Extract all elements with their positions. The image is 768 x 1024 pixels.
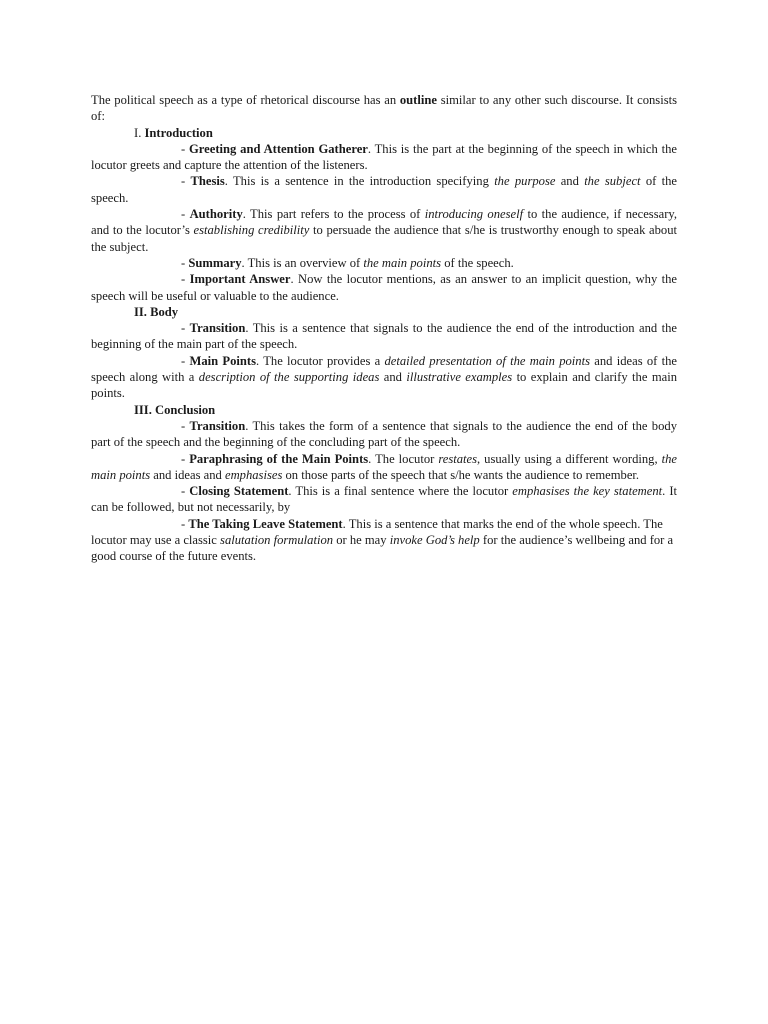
item-text: . This part refers to the process of — [242, 207, 425, 222]
section-title: Introduction — [144, 125, 213, 140]
section-title: II. Body — [134, 304, 179, 319]
item-text: . It can be followed, but not necessarily, by — [91, 484, 678, 515]
item-text: and — [379, 370, 407, 385]
item-text: on those parts of the speech that s/he wants the audience to remember. — [282, 467, 640, 482]
item-text: for the audience’s wellbeing and for a good course of the future events. — [91, 533, 674, 564]
item-dash: - — [181, 174, 191, 189]
item-emphasis: emphasises the key statement — [512, 484, 663, 499]
document-page — [91, 92, 677, 565]
item-term: Authority — [189, 207, 243, 222]
item-dash: - — [181, 321, 190, 336]
item-term: Transition — [189, 418, 246, 433]
item-text: . Now the locutor mentions, as an answer to an implicit question, why the speech will be useful or valuable to the audience. — [91, 272, 678, 303]
item-dash: - — [181, 272, 190, 287]
item-emphasis: the purpose — [494, 174, 556, 189]
item-text: and ideas of the speech along with a — [91, 353, 678, 385]
list-item-important-answer — [91, 271, 677, 304]
item-text: of the speech. — [91, 174, 677, 205]
section-heading-conclusion — [91, 402, 677, 418]
item-term: Thesis — [190, 174, 225, 189]
item-term: Main Points — [189, 353, 257, 368]
item-text: to explain and clarify the main points. — [91, 370, 677, 401]
list-item-summary — [91, 255, 677, 271]
item-term: Closing Statement — [189, 484, 289, 499]
item-emphasis: the main points — [91, 451, 677, 482]
list-item-closing-statement — [91, 483, 677, 516]
item-term: Paraphrasing of the Main Points — [189, 451, 369, 466]
item-text: . This is a final sentence where the locutor — [288, 484, 513, 499]
item-emphasis: restates — [438, 451, 478, 466]
item-emphasis: introducing oneself — [424, 207, 524, 222]
item-term: Transition — [189, 321, 246, 336]
item-text: . This is a sentence in the introduction specifying — [224, 174, 495, 189]
item-text: of the speech. — [441, 255, 514, 270]
item-emphasis: emphasises — [224, 467, 283, 482]
item-dash: - — [181, 516, 189, 531]
item-emphasis: description of the supporting ideas — [198, 370, 380, 385]
item-text: . This is an overview of — [241, 255, 364, 270]
item-text: , usually using a different wording, — [477, 451, 662, 466]
item-emphasis: invoke God’s help — [389, 533, 480, 548]
item-text: and ideas and — [150, 467, 225, 482]
intro-paragraph — [91, 92, 677, 125]
item-dash: - — [181, 255, 189, 270]
intro-text: The political speech as a type of rhetorical discourse has an — [91, 93, 400, 107]
item-term: The Taking Leave Statement — [188, 516, 343, 531]
list-item-paraphrasing — [91, 451, 677, 484]
section-numeral: I. — [134, 125, 145, 140]
item-text: to the audience, if necessary, and to the locutor’s — [91, 207, 678, 238]
item-text: . This is the part at the beginning of the speech in which the locutor greets and capture the attention of the listeners. — [91, 141, 678, 173]
item-text: . This takes the form of a sentence that signals to the audience the end of the body part of the speech and the beginning of the concluding part of the speech. — [91, 418, 677, 450]
item-text: to persuade the audience that s/he is trustworthy enough to speak about the subject. — [91, 223, 678, 254]
section-heading-introduction — [91, 125, 677, 141]
section-heading-body — [91, 304, 677, 320]
item-emphasis: establishing credibility — [193, 223, 310, 238]
item-text: . This is a sentence that signals to the audience the end of the introduction and the beginning of the main part of the speech. — [91, 321, 677, 352]
item-emphasis: detailed presentation of the main points — [384, 353, 591, 368]
item-text: . The locutor — [368, 451, 439, 466]
item-emphasis: the main points — [363, 255, 442, 270]
item-emphasis: the subject — [584, 174, 641, 189]
item-term: Important Answer — [189, 272, 291, 287]
item-dash: - — [181, 141, 190, 156]
item-text: or he may — [333, 533, 390, 548]
item-text: and — [555, 174, 585, 189]
item-dash: - — [181, 418, 190, 433]
list-item-taking-leave — [91, 516, 677, 565]
item-dash: - — [181, 353, 190, 368]
item-term: Summary — [188, 255, 242, 270]
section-title: III. Conclusion — [134, 402, 216, 417]
item-dash: - — [181, 451, 190, 466]
outline-term: outline — [399, 93, 437, 107]
item-text: . The locutor provides a — [256, 353, 385, 368]
item-emphasis: salutation formulation — [220, 533, 334, 548]
item-term: Greeting and Attention Gatherer — [189, 141, 368, 156]
list-item-thesis — [91, 173, 677, 206]
list-item-main-points — [91, 353, 677, 402]
item-dash: - — [181, 207, 190, 222]
list-item-conclusion-transition — [91, 418, 677, 451]
list-item-body-transition — [91, 320, 677, 353]
item-emphasis: illustrative examples — [406, 370, 513, 385]
item-dash: - — [181, 484, 190, 499]
list-item-greeting — [91, 141, 677, 174]
list-item-authority — [91, 206, 677, 255]
item-text: . This is a sentence that marks the end of the whole speech. The locutor may use a classic — [91, 516, 663, 548]
intro-text-end: similar to any other such discourse. It consists of: — [91, 93, 678, 124]
